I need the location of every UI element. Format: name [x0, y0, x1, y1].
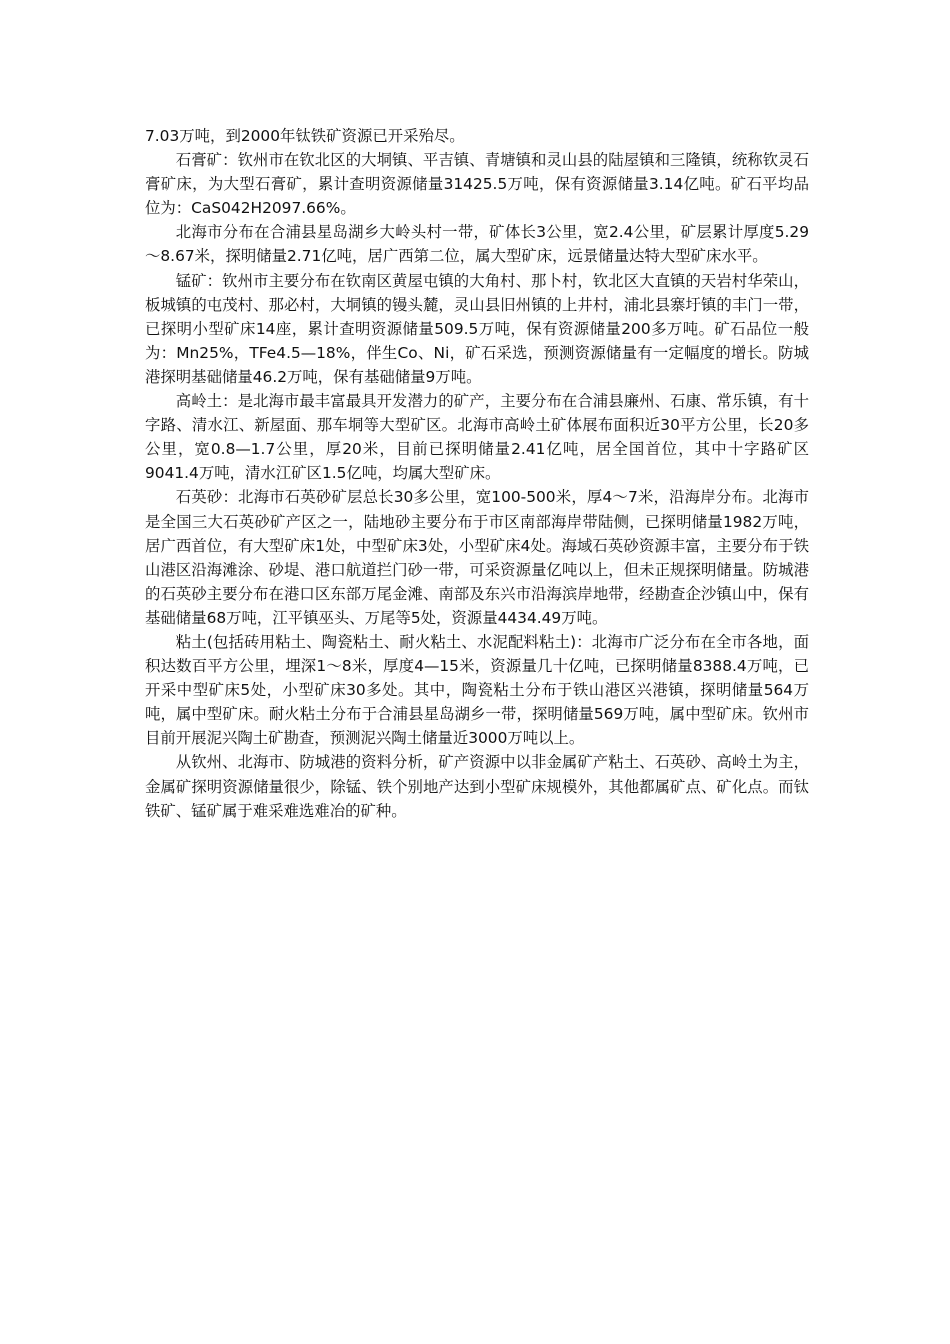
paragraph-clay: 粘土(包括砖用粘土、陶瓷粘土、耐火粘土、水泥配料粘土)：北海市广泛分布在全市各地，面积达数百平方公里，埋深1～8米，厚度4—15米，资源量几十亿吨，已探明储量8388.4万吨，已开采中型矿床5处，小型矿床30多处。其中，陶瓷粘土分布于铁山港区兴港镇，探明储量564万吨，属中型矿床。耐火粘土分布于合浦县星岛湖乡一带，探明储量569万吨，属中型矿床。钦州市目前开展泥兴陶土矿勘查，预测泥兴陶土储量近3000万吨以上。: [145, 632, 809, 748]
paragraph-quartz-sand: 石英砂：北海市石英砂矿层总长30多公里，宽100-500米，厚4～7米，沿海岸分布。北海市是全国三大石英砂矿产区之一，陆地砂主要分布于市区南部海岸带陆侧，已探明储量1982万吨，居广西首位，有大型矿床1处，中型矿床3处，小型矿床4处。海域石英砂资源丰富，主要分布于铁山港区沿海滩涂、砂堤、港口航道拦门砂一带，可采资源量亿吨以上，但未正规探明储量。防城港的石英砂主要分布在港口区东部万尾金滩、南部及东兴市沿海滨岸地带，经勘查企沙镇山中，保有基础储量68万吨，江平镇巫头、万尾等5处，资源量4434.49万吨。: [145, 488, 809, 627]
paragraph-titanium-continued: 7.03万吨，到2000年钛铁矿资源已开采殆尽。: [145, 127, 465, 145]
paragraph-manganese: 锰矿：钦州市主要分布在钦南区黄屋屯镇的大角村、那卜村，钦北区大直镇的天岩村华荣山，板城镇的屯茂村、那必村，大垌镇的镘头麓，灵山县旧州镇的上井村，浦北县寨圩镇的丰门一带，已探明小型矿床14座，累计查明资源储量509.5万吨，保有资源储量200多万吨。矿石品位一般为：Mn25%，TFe4.5—18%，伴生Co、Ni，矿石采选，预测资源储量有一定幅度的增长。防城港探明基础储量46.2万吨，保有基础储量9万吨。: [145, 271, 809, 386]
paragraph-summary: 从钦州、北海市、防城港的资料分析，矿产资源中以非金属矿产粘土、石英砂、高岭土为主，金属矿探明资源储量很少，除锰、铁个别地产达到小型矿床规模外，其他都属矿点、矿化点。而钛铁矿、锰矿属于难采难选难冶的矿种。: [145, 753, 809, 820]
paragraph-gypsum-qinzhou: 石膏矿：钦州市在钦北区的大垌镇、平吉镇、青塘镇和灵山县的陆屋镇和三隆镇，统称钦灵石膏矿床，为大型石膏矿，累计查明资源储量31425.5万吨，保有资源储量3.14亿吨。矿石平均品位为：CaS042H2097.66%。: [145, 151, 809, 218]
paragraph-gypsum-beihai: 北海市分布在合浦县星岛湖乡大岭头村一带，矿体长3公里，宽2.4公里，矿层累计厚度5.29～8.67米，探明储量2.71亿吨，居广西第二位，属大型矿床，远景储量达特大型矿床水平。: [145, 223, 809, 266]
document-page: [145, 124, 809, 823]
paragraph-kaolin: 高岭土：是北海市最丰富最具开发潜力的矿产，主要分布在合浦县廉州、石康、常乐镇，有十字路、清水江、新屋面、那车垌等大型矿区。北海市高岭土矿体展布面积近30平方公里，长20多公里，宽0.8—1.7公里，厚20米，目前已探明储量2.41亿吨，居全国首位，其中十字路矿区9041.4万吨，清水江矿区1.5亿吨，均属大型矿床。: [145, 392, 809, 483]
